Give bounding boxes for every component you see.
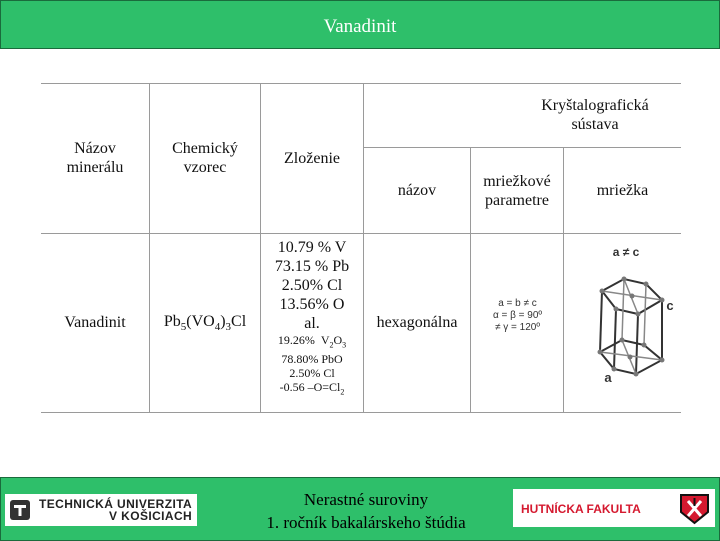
composition-line: 13.56% O bbox=[279, 296, 345, 313]
composition-line: 2.50% Cl bbox=[281, 277, 343, 294]
lattice-label-c: c bbox=[666, 298, 674, 313]
title-bar bbox=[0, 0, 720, 49]
mineral-table bbox=[41, 83, 681, 413]
composition-oxide-line: -0.56 $-O=Cl_2$ bbox=[279, 380, 345, 397]
university-name: TECHNICKÁ UNIVERZITA bbox=[39, 497, 193, 511]
header-formula: Chemický vzorec bbox=[172, 140, 238, 176]
faculty-name: HUTNÍCKA FAKULTA bbox=[521, 502, 641, 516]
header-composition: Zloženie bbox=[284, 149, 340, 167]
slide-title: Vanadinit bbox=[323, 16, 397, 37]
footer-bar bbox=[0, 477, 720, 541]
composition-line: al. bbox=[304, 315, 320, 332]
header-mineral-name: Názov minerálu bbox=[66, 140, 124, 176]
composition-oxide-line: 2.50% Cl bbox=[289, 366, 335, 381]
university-city: V KOŠICIACH bbox=[109, 509, 193, 523]
header-crystal-system: Kryštalografická sústava bbox=[541, 97, 649, 133]
param-line: ≠ γ = 120º bbox=[495, 322, 540, 333]
composition-line: 10.79 % V bbox=[277, 239, 347, 256]
study-year: 1. ročník bakalárskeho štúdia bbox=[266, 513, 466, 532]
param-line: α = β = 90º bbox=[492, 310, 543, 321]
faculty-emblem-icon bbox=[678, 492, 711, 525]
course-name: Nerastné suroviny bbox=[303, 490, 429, 509]
composition-oxide-line: 78.80% PbO bbox=[281, 352, 343, 367]
composition-line: 73.15 % Pb bbox=[274, 258, 350, 275]
crystal-system-name: hexagonálna bbox=[376, 314, 458, 331]
header-lattice-params: mriežkové parametre bbox=[483, 172, 551, 209]
university-logo-box bbox=[5, 494, 197, 526]
lattice-label-a: a bbox=[604, 370, 612, 385]
lattice-label-top: a ≠ c bbox=[612, 245, 640, 259]
header-lattice: mriežka bbox=[596, 182, 649, 199]
composition-oxide-line: 19.26% $V_2O_3$ bbox=[277, 333, 347, 350]
chemical-formula: $Pb_5(VO_4)_3Cl$ bbox=[163, 312, 247, 334]
lattice-parameters bbox=[471, 298, 564, 334]
param-line: a = b ≠ c bbox=[498, 298, 537, 309]
university-logo-icon bbox=[9, 499, 31, 521]
header-system-name: názov bbox=[397, 182, 437, 199]
faculty-logo-box bbox=[513, 489, 715, 527]
hexagonal-lattice-diagram bbox=[564, 234, 681, 412]
mineral-name: Vanadinit bbox=[64, 314, 126, 331]
composition-cell bbox=[261, 238, 363, 400]
